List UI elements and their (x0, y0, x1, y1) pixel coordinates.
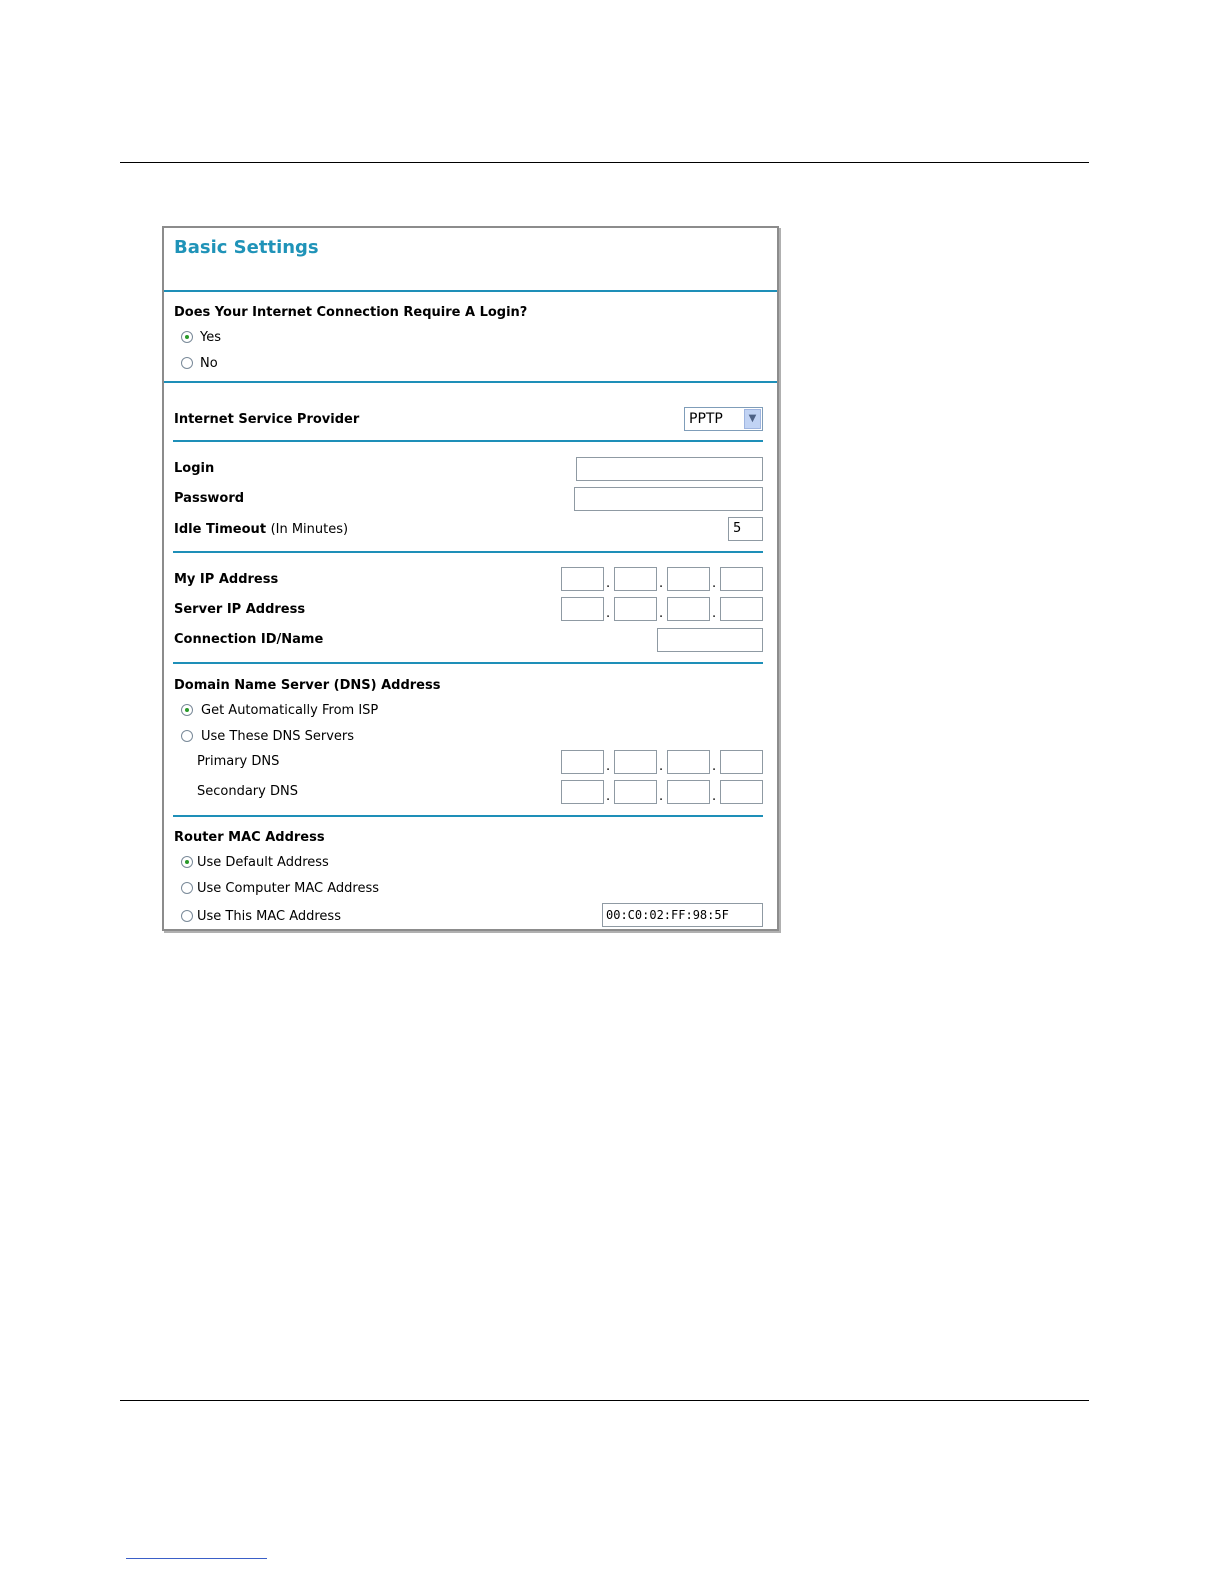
divider (164, 290, 777, 292)
login-question-label: Does Your Internet Connection Require A Login? (174, 305, 528, 320)
primary-dns-field (561, 750, 763, 774)
server-ip-field (561, 597, 763, 621)
login-no-label: No (200, 356, 218, 371)
primary-dns-octet-1[interactable] (561, 750, 604, 774)
my-ip-octet-1[interactable] (561, 567, 604, 591)
password-input[interactable] (574, 487, 763, 511)
secondary-dns-field (561, 780, 763, 804)
login-label: Login (174, 461, 215, 476)
mac-custom-label: Use This MAC Address (197, 909, 341, 924)
isp-label: Internet Service Provider (174, 412, 360, 427)
mac-address-input[interactable]: 00:C0:02:FF:98:5F (602, 903, 763, 927)
divider (173, 440, 763, 442)
ip-separator: . (659, 576, 664, 591)
dns-manual-radio[interactable] (181, 730, 193, 742)
server-ip-octet-4[interactable] (720, 597, 763, 621)
ip-separator: . (606, 759, 611, 774)
my-ip-octet-4[interactable] (720, 567, 763, 591)
my-ip-octet-2[interactable] (614, 567, 657, 591)
mac-computer-label: Use Computer MAC Address (197, 881, 380, 896)
idle-timeout-label (174, 522, 348, 537)
isp-select[interactable] (684, 407, 763, 431)
my-ip-label: My IP Address (174, 572, 279, 587)
server-ip-label: Server IP Address (174, 602, 306, 617)
primary-dns-label: Primary DNS (197, 754, 280, 769)
divider (173, 815, 763, 817)
divider (173, 662, 763, 664)
footer-rule (120, 1400, 1089, 1401)
ip-separator: . (712, 789, 717, 804)
login-yes-label: Yes (200, 330, 221, 345)
password-label: Password (174, 491, 245, 506)
idle-timeout-unit: (In Minutes) (270, 522, 349, 537)
divider (164, 381, 777, 383)
login-input[interactable] (576, 457, 763, 481)
secondary-dns-octet-2[interactable] (614, 780, 657, 804)
secondary-dns-octet-1[interactable] (561, 780, 604, 804)
connection-id-label: Connection ID/Name (174, 632, 324, 647)
my-ip-octet-3[interactable] (667, 567, 710, 591)
ip-separator: . (712, 576, 717, 591)
panel-title: Basic Settings (174, 237, 319, 258)
mac-custom-radio[interactable] (181, 910, 193, 922)
dns-label: Domain Name Server (DNS) Address (174, 678, 441, 693)
ip-separator: . (659, 606, 664, 621)
secondary-dns-octet-4[interactable] (720, 780, 763, 804)
primary-dns-octet-3[interactable] (667, 750, 710, 774)
primary-dns-octet-2[interactable] (614, 750, 657, 774)
ip-separator: . (659, 759, 664, 774)
dns-auto-radio[interactable] (181, 704, 193, 716)
secondary-dns-octet-3[interactable] (667, 780, 710, 804)
mac-default-label: Use Default Address (197, 855, 329, 870)
header-rule (120, 162, 1089, 163)
connection-id-input[interactable] (657, 628, 763, 652)
footer-link-underline (126, 1558, 267, 1559)
dns-manual-label: Use These DNS Servers (201, 729, 355, 744)
ip-separator: . (606, 789, 611, 804)
divider (173, 551, 763, 553)
secondary-dns-label: Secondary DNS (197, 784, 298, 799)
mac-default-radio[interactable] (181, 856, 193, 868)
ip-separator: . (606, 576, 611, 591)
basic-settings-panel (162, 226, 779, 931)
chevron-down-icon[interactable]: ▼ (744, 409, 761, 429)
idle-timeout-input[interactable]: 5 (728, 517, 763, 541)
ip-separator: . (712, 759, 717, 774)
server-ip-octet-3[interactable] (667, 597, 710, 621)
mac-label: Router MAC Address (174, 830, 325, 845)
login-no-radio[interactable] (181, 357, 193, 369)
ip-separator: . (659, 789, 664, 804)
idle-timeout-text: Idle Timeout (174, 522, 267, 537)
my-ip-field (561, 567, 763, 591)
primary-dns-octet-4[interactable] (720, 750, 763, 774)
login-yes-radio[interactable] (181, 331, 193, 343)
ip-separator: . (712, 606, 717, 621)
isp-selected-value: PPTP (689, 411, 723, 427)
ip-separator: . (606, 606, 611, 621)
dns-auto-label: Get Automatically From ISP (201, 703, 379, 718)
server-ip-octet-2[interactable] (614, 597, 657, 621)
mac-computer-radio[interactable] (181, 882, 193, 894)
server-ip-octet-1[interactable] (561, 597, 604, 621)
